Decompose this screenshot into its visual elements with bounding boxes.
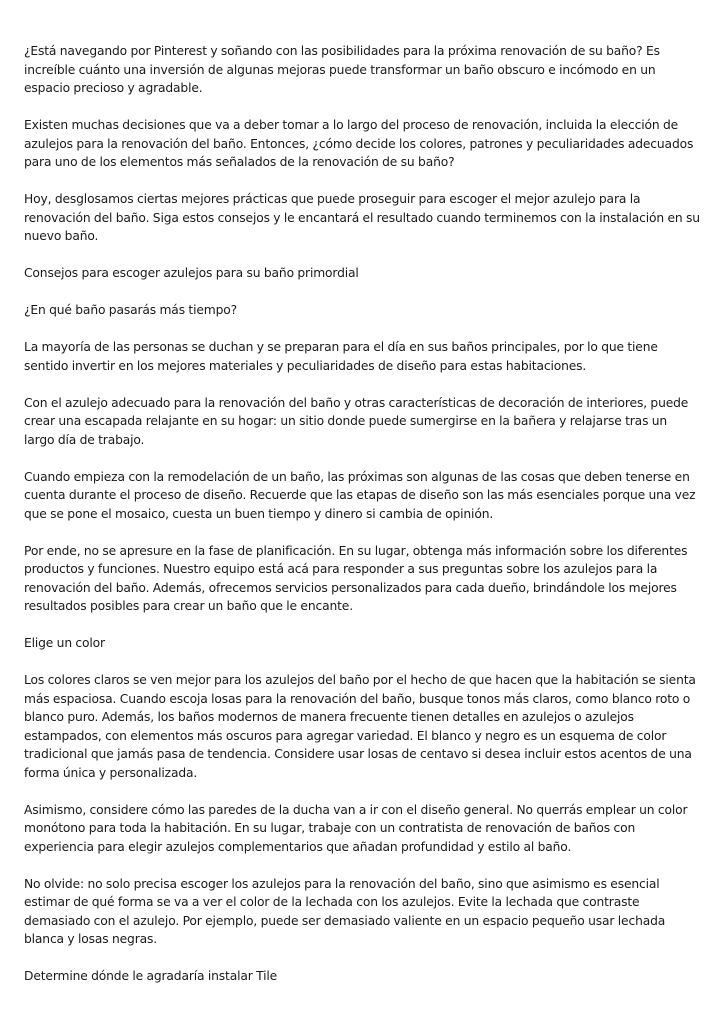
paragraph-shower-walls: Asimismo, considere cómo las paredes de la ducha van a ir con el diseño general. No querrás emplear un color monótono para toda la habitación. En su lugar, trabaje con un contratista de renovación de baños con experiencia para elegir azulejos complementarios que añadan profundidad y estilo al baño. — [24, 802, 688, 854]
paragraph-best-practices: Hoy, desglosamos ciertas mejores prácticas que puede proseguir para escoger el mejor azulejo para la renovación del baño. Siga estos consejos y le encantará el resultado cuando terminemos con la instalación en su nuevo baño. — [24, 192, 700, 243]
section-heading-color: Elige un color — [24, 636, 105, 650]
paragraph-remodel-design: Cuando empieza con la remodelación de un baño, las próximas son algunas de las cosas que deben tenerse en cuenta durante el proceso de diseño. Recuerde que las etapas de diseño son las más esenciales porque una vez que se pone el mosaico, cuesta un buen tiempo y dinero si cambia de opinión. — [24, 469, 696, 521]
section-heading-install-location: Determine dónde le agradaría instalar Tile — [24, 969, 278, 983]
document-page — [24, 42, 700, 1004]
paragraph-decisions: Existen muchas decisiones que va a deber tomar a lo largo del proceso de renovación, incluida la elección de azulejos para la renovación del baño. Entonces, ¿cómo decide los colores, patrones y peculiaridades adecuados para uno de los elementos más señalados de la renovación de su baño? — [24, 118, 694, 169]
paragraph-intro: ¿Está navegando por Pinterest y soñando con las posibilidades para la próxima renovación de su baño? Es increíble cuánto una inversión de algunas mejoras puede transformar un baño obscuro e incómodo en un espacio precioso y agradable. — [24, 44, 660, 95]
paragraph-planning: Por ende, no se apresure en la fase de planificación. En su lugar, obtenga más información sobre los diferentes productos y funciones. Nuestro equipo está acá para responder a sus preguntas sobre los azulejos para la renovación del baño. Además, ofrecemos servicios personalizados para cada dueño, brindándole los mejores resultados posibles para crear un baño que le encante. — [24, 543, 688, 613]
paragraph-light-colors: Los colores claros se ven mejor para los azulejos del baño por el hecho de que hacen que la habitación se sienta más espaciosa. Cuando escoja losas para la renovación del baño, busque tonos más claros, como blanco roto o blanco puro. Además, los baños modernos de manera frecuente tienen detalles en azulejos o azulejos estampados, con elementos más oscuros para agregar variedad. El blanco y negro es un esquema de color tradicional que jamás pasa de tendencia. Considere usar losas de centavo si desea incluir estos acentos de una forma única y personalizada. — [24, 673, 696, 780]
paragraph-grout: No olvide: no solo precisa escoger los azulejos para la renovación del baño, sino que asimismo es esencial estimar de qué forma se va a ver el color de la lechada con los azulejos. Evite la lechada que contraste demasiado con el azulejo. Por ejemplo, puede ser demasiado valiente en un espacio pequeño usar lechada blanca y losas negras. — [24, 876, 666, 946]
section-heading-which-bathroom: ¿En qué baño pasarás más tiempo? — [24, 303, 237, 317]
paragraph-main-bathrooms: La mayoría de las personas se duchan y se preparan para el día en sus baños principales, por lo que tiene sentido invertir en los mejores materiales y peculiaridades de diseño para estas habitaciones. — [24, 340, 658, 373]
section-heading-tips: Consejos para escoger azulejos para su baño primordial — [24, 266, 359, 280]
paragraph-relaxing-escape: Con el azulejo adecuado para la renovación del baño y otras características de decoración de interiores, puede crear una escapada relajante en su hogar: un sitio donde puede sumergirse en la bañera y relajarse tras un largo día de trabajo. — [24, 395, 689, 447]
